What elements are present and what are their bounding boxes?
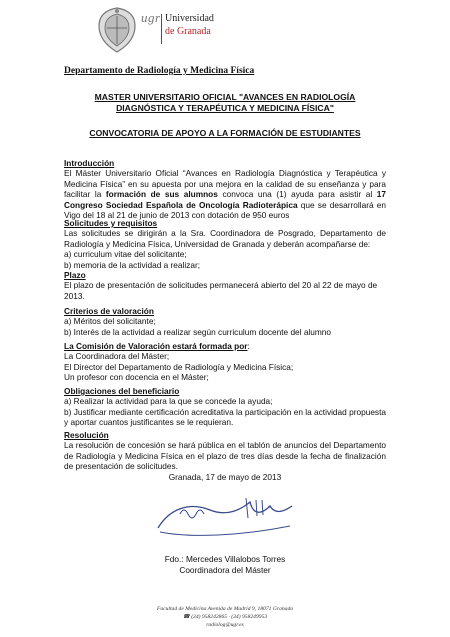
- plazo-text: El plazo de presentación de solicitudes permanecerá abierto del 20 al 22 de mayo de 2013.: [64, 280, 378, 301]
- comision-heading: La Comisión de Valoración estará formada por: [64, 341, 248, 351]
- solicitudes-item-b: b) memoria de la actividad a realizar;: [64, 259, 201, 270]
- obligaciones-item-a: a) Realizar la actividad para la que se concede la ayuda;: [64, 396, 273, 407]
- signatory-name: Fdo.: Mercedes Villalobos Torres: [164, 554, 286, 564]
- footer-phones-text: (34) 958242865 · (34) 958249953: [191, 614, 268, 620]
- section-solicitudes: [64, 218, 386, 270]
- intro-bold-training: formación de sus alumnos: [105, 189, 218, 200]
- section-intro: [64, 158, 386, 220]
- footer-address: Facultad de Medicina Avenida de Madrid 9, 18071 Granada: [156, 606, 294, 612]
- intro-text-part2: convoca una (1) ayuda para asistir al: [217, 189, 377, 200]
- comision-member-3: Un profesor con docencia en el Máster;: [64, 372, 209, 383]
- footer-phones: [64, 614, 386, 620]
- plazo-heading: Plazo: [64, 270, 86, 280]
- master-title: [64, 92, 386, 114]
- handwritten-signature: [150, 488, 300, 543]
- intro-text: [64, 168, 386, 220]
- solicitudes-text: Las solicitudes se dirigirán a la Sra. Coordinadora de Posgrado, Departamento de Radiología y Medicina Física, Universidad de Granada y deberán acompañarse de:: [64, 228, 386, 249]
- intro-text-part1: El Máster Universitario Oficial “Avances en Radiología Diagnóstica y Terapéutica y Medicina Física” en su apuesta por una mejora en la calidad de su enseñanza y para facilitar la: [64, 168, 386, 200]
- intro-heading: Introducción: [64, 158, 115, 168]
- document-date: Granada, 17 de mayo de 2013: [168, 472, 282, 482]
- criterios-heading: Criterios de valoración: [64, 306, 154, 316]
- resolucion-text: La resolución de concesión se hará pública en el tablón de anuncios del Departamento de Radiología y Medicina Física en el plazo de tres días desde la fecha de finalización de presentación de solicitudes.: [64, 440, 386, 472]
- resolucion-heading: Resolución: [64, 430, 109, 440]
- section-criterios: [64, 306, 386, 337]
- comision-heading-colon: :: [247, 341, 250, 351]
- section-obligaciones: [64, 386, 386, 428]
- section-comision: [64, 341, 386, 383]
- comision-heading-row: [64, 341, 386, 351]
- section-resolucion: [64, 430, 386, 472]
- criterios-item-b: b) Interés de la actividad a realizar según curriculum docente del alumno: [64, 326, 332, 337]
- intro-text-part3: que se desarrollará en Vigo del 18 al 21 de junio de 2013 con dotación de 950 euros: [64, 199, 386, 221]
- logo-divider: [161, 14, 162, 44]
- call-title: CONVOCATORIA DE APOYO A LA FORMACIÓN DE ESTUDIANTES: [89, 128, 361, 138]
- university-name-line2: de Granada: [165, 26, 211, 37]
- phone-icon: ☎: [182, 614, 192, 620]
- obligaciones-heading: Obligaciones del beneficiario: [64, 386, 180, 396]
- section-plazo: [64, 270, 386, 301]
- criterios-item-a: a) Méritos del solicitante;: [64, 316, 156, 327]
- solicitudes-item-a: a) curriculum vitae del solicitante;: [64, 249, 187, 260]
- department-name: Departamento de Radiología y Medicina Física: [64, 66, 255, 76]
- solicitudes-heading: Solicitudes y requisitos: [64, 218, 158, 228]
- footer-email: radiolog@ugr.es: [206, 622, 244, 628]
- university-logo: [95, 6, 214, 56]
- comision-member-2: El Director del Departamento de Radiología y Medicina Física;: [64, 361, 294, 372]
- signatory-role: Coordinadora del Máster: [179, 565, 271, 575]
- obligaciones-item-b: b) Justificar mediante certificación acreditativa la participación en la actividad propuesta y aportar cuantos justificantes se le requieran.: [64, 406, 386, 428]
- master-title-line2: DIAGNÓSTICA Y TERAPÉUTICA Y MEDICINA FÍSICA": [116, 103, 334, 113]
- university-seal-icon: [95, 6, 139, 54]
- master-title-line1: MASTER UNIVERSITARIO OFICIAL "AVANCES EN RADIOLOGÍA: [94, 92, 356, 102]
- ugr-logotype: ugr: [141, 10, 161, 25]
- university-name-line1: Universidad: [165, 13, 214, 24]
- intro-bold-congress: 17 Congreso Sociedad Española de Oncología Radioterápica: [64, 189, 386, 210]
- comision-member-1: La Coordinadora del Máster;: [64, 351, 170, 362]
